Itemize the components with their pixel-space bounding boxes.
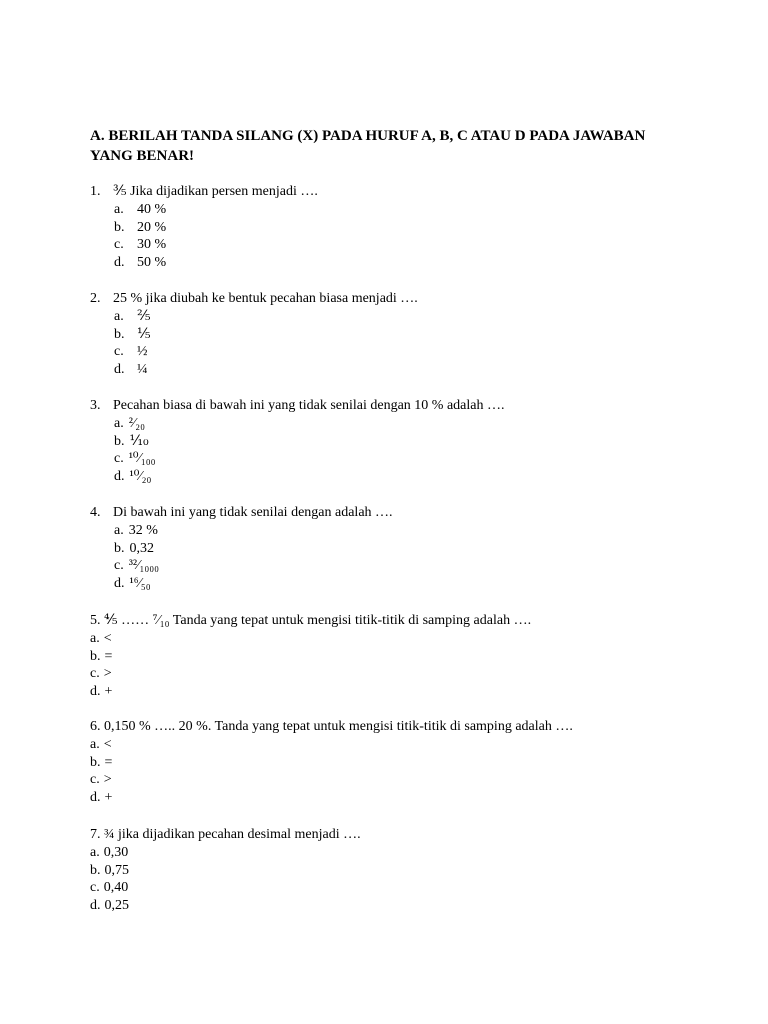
option-d: [90, 468, 730, 486]
question-line: [90, 290, 730, 308]
option-list: [90, 201, 730, 272]
question-text: Pecahan biasa di bawah ini yang tidak senilai dengan 10 % adalah ….: [113, 398, 505, 413]
question-number: 7.: [90, 827, 101, 842]
option-text: <: [103, 737, 112, 752]
option-c: [90, 236, 730, 254]
option-letter: a.: [90, 845, 100, 860]
option-letter: b.: [114, 219, 125, 235]
question-number: 3.: [90, 398, 101, 413]
option-text: 40 %: [137, 202, 167, 217]
option-text: 30 %: [137, 237, 167, 253]
option-letter: d.: [114, 362, 125, 378]
option-letter: d.: [90, 898, 101, 914]
option-d: [90, 897, 730, 915]
option-c: [90, 665, 730, 683]
option-text: >: [103, 666, 112, 682]
question-4: [90, 504, 730, 593]
section-heading: A. BERILAH TANDA SILANG (X) PADA HURUF A, B, C ATAU D PADA JAWABAN YANG BENAR!: [90, 128, 646, 164]
question-2: [90, 290, 730, 379]
option-text: 0,40: [103, 880, 129, 896]
option-letter: a.: [90, 737, 100, 752]
option-a: [90, 308, 730, 326]
option-letter: c.: [114, 451, 124, 467]
option-letter: c.: [90, 666, 100, 682]
option-text: 32 %: [128, 523, 158, 538]
question-text: Di bawah ini yang tidak senilai dengan adalah ….: [113, 505, 393, 520]
option-text: +: [104, 684, 113, 700]
option-letter: a.: [114, 202, 124, 217]
question-text: ⅗ Jika dijadikan persen menjadi ….: [113, 184, 318, 199]
option-c: [90, 771, 730, 789]
question-number: 4.: [90, 505, 101, 520]
option-text: ²⁄₂₀: [128, 416, 146, 431]
question-6: [90, 718, 730, 807]
question-number: 1.: [90, 184, 101, 199]
option-letter: a.: [114, 416, 124, 431]
question-3: [90, 397, 730, 486]
option-text: ½: [137, 344, 148, 360]
option-c: [90, 879, 730, 897]
option-b: [90, 433, 730, 451]
question-text: 25 % jika diubah ke bentuk pecahan biasa menjadi ….: [113, 291, 418, 306]
question-line: [90, 612, 730, 630]
question-5: [90, 612, 730, 701]
question-text: ⅘ …… ⁷⁄₁₀ Tanda yang tepat untuk mengisi titik-titik di samping adalah ….: [104, 613, 532, 628]
option-b: [90, 648, 730, 666]
option-letter: c.: [90, 880, 100, 896]
option-a: [90, 844, 730, 862]
option-list: [90, 522, 730, 593]
option-text: ¼: [137, 362, 148, 378]
option-a: [90, 736, 730, 754]
option-text: 0,25: [104, 898, 129, 914]
option-letter: b.: [114, 433, 125, 449]
option-d: [90, 575, 730, 593]
option-list: [90, 736, 730, 807]
option-letter: c.: [114, 237, 124, 253]
question-line: [90, 183, 730, 201]
option-letter: a.: [114, 523, 124, 538]
option-letter: d.: [114, 255, 125, 271]
option-letter: a.: [114, 309, 124, 324]
option-b: [90, 862, 730, 880]
option-letter: d.: [114, 576, 125, 592]
option-text: =: [104, 648, 113, 664]
option-letter: b.: [90, 862, 101, 878]
option-text: <: [103, 631, 112, 646]
option-list: [90, 630, 730, 701]
question-text: ¾ jika dijadikan pecahan desimal menjadi ….: [104, 827, 361, 842]
option-letter: b.: [114, 540, 125, 556]
option-a: [90, 522, 730, 540]
question-line: [90, 718, 730, 736]
option-letter: d.: [90, 684, 101, 700]
option-c: [90, 450, 730, 468]
option-letter: b.: [90, 648, 101, 664]
question-number: 6.: [90, 719, 101, 734]
option-letter: b.: [90, 754, 101, 770]
question-line: [90, 826, 730, 844]
option-b: [90, 754, 730, 772]
option-letter: d.: [90, 790, 101, 806]
option-c: [90, 343, 730, 361]
option-list: [90, 844, 730, 915]
option-text: ⅕: [137, 326, 151, 342]
option-d: [90, 683, 730, 701]
option-b: [90, 326, 730, 344]
option-list: [90, 415, 730, 486]
question-text: 0,150 % ….. 20 %. Tanda yang tepat untuk mengisi titik-titik di samping adalah ….: [104, 719, 573, 734]
option-c: [90, 557, 730, 575]
option-b: [90, 219, 730, 237]
option-text: ¹⁶⁄₅₀: [129, 576, 151, 592]
option-d: [90, 254, 730, 272]
option-b: [90, 540, 730, 558]
question-number: 5.: [90, 613, 101, 628]
question-1: [90, 183, 730, 272]
option-letter: c.: [114, 344, 124, 360]
question-7: [90, 826, 730, 915]
option-text: ⅖: [137, 309, 151, 324]
option-text: ³²⁄₁₀₀₀: [128, 558, 159, 574]
option-a: [90, 415, 730, 433]
option-list: [90, 308, 730, 379]
option-letter: a.: [90, 631, 100, 646]
option-text: =: [104, 754, 113, 770]
option-text: 0,75: [104, 862, 129, 878]
option-text: 20 %: [137, 219, 167, 235]
question-line: [90, 504, 730, 522]
option-letter: c.: [114, 558, 124, 574]
option-text: +: [104, 790, 113, 806]
option-text: ⅒: [129, 433, 149, 449]
option-a: [90, 630, 730, 648]
option-text: >: [103, 772, 112, 788]
option-text: 50 %: [137, 255, 167, 271]
option-d: [90, 361, 730, 379]
question-line: [90, 397, 730, 415]
option-text: 0,32: [129, 540, 154, 556]
option-letter: b.: [114, 326, 125, 342]
option-text: 0,30: [103, 845, 129, 860]
option-d: [90, 789, 730, 807]
option-text: ¹⁰⁄₁₀₀: [128, 451, 156, 467]
option-letter: c.: [90, 772, 100, 788]
question-number: 2.: [90, 291, 101, 306]
option-text: ¹⁰⁄₂₀: [129, 469, 152, 485]
option-a: [90, 201, 730, 219]
option-letter: d.: [114, 469, 125, 485]
